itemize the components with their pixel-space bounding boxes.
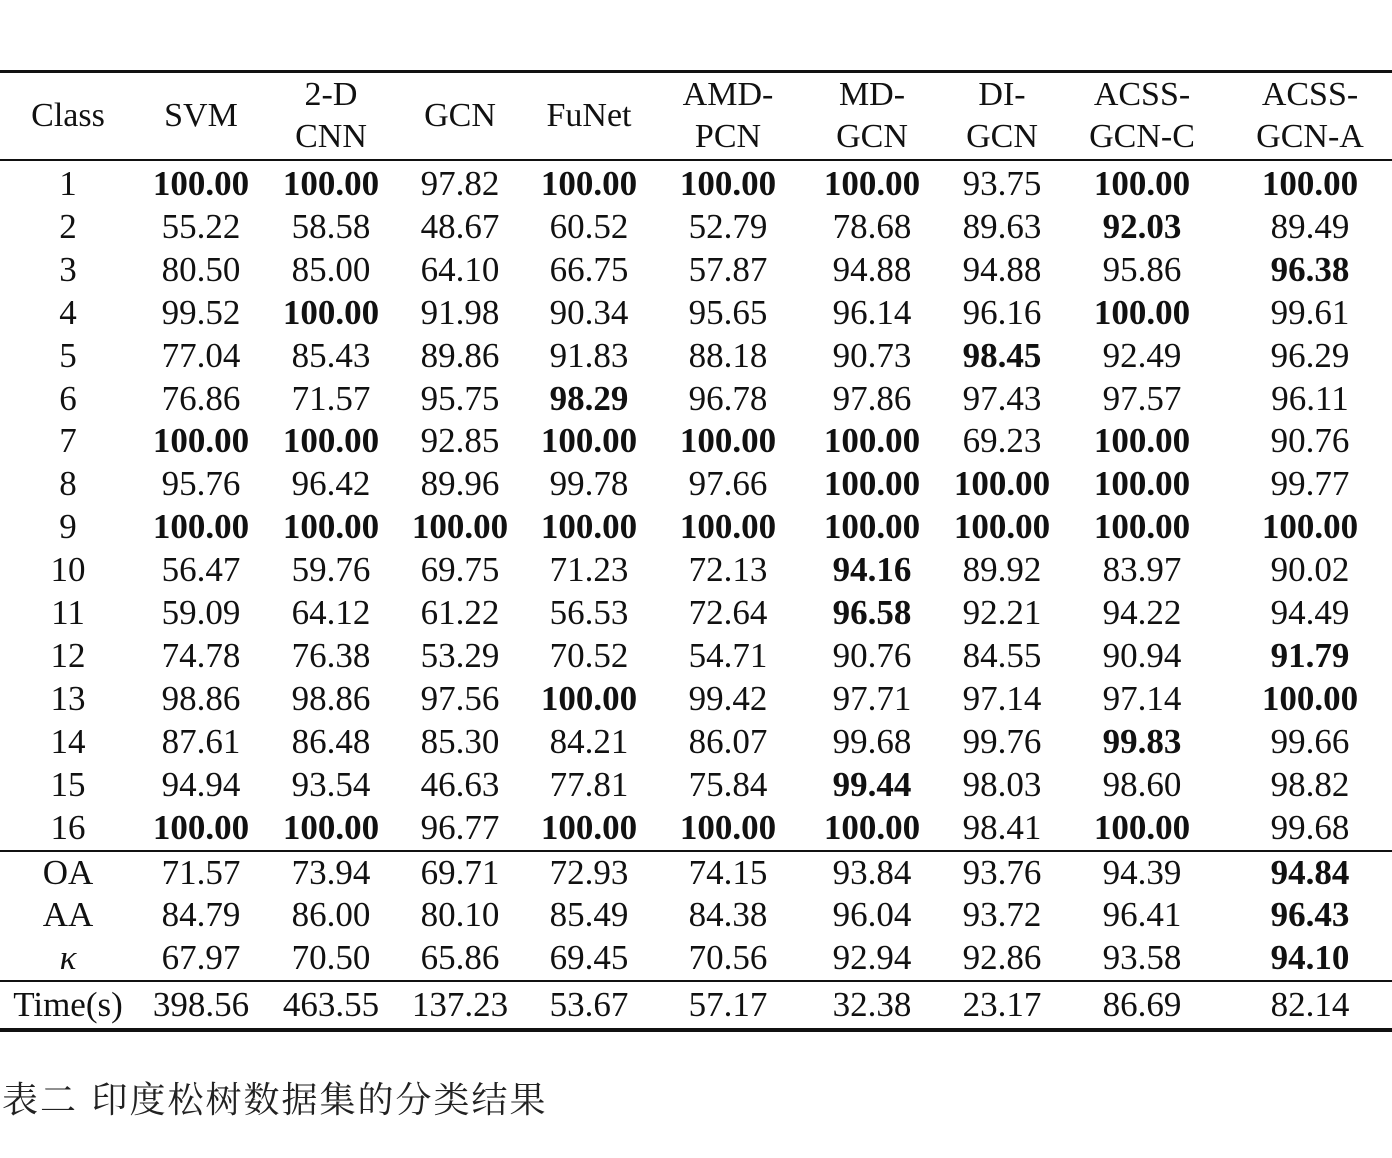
column-header-line1: FuNet — [546, 97, 632, 134]
row-label: Time(s) — [13, 985, 123, 1025]
table-cell: 69.23 — [962, 421, 1042, 461]
class-row — [0, 160, 1392, 206]
table-cell: 61.22 — [420, 593, 500, 633]
table-cell: 100.00 — [1093, 421, 1191, 461]
table-header — [0, 72, 1392, 161]
column-header-line1: ACSS- — [1093, 76, 1191, 113]
table-cell: 85.43 — [291, 335, 371, 375]
table-cell: 100.00 — [1093, 807, 1191, 847]
table-cell: 67.97 — [161, 938, 241, 978]
table-cell: 94.88 — [832, 249, 912, 289]
table-cell: 93.84 — [832, 852, 912, 892]
table-cell: 95.76 — [161, 464, 241, 504]
table-cell: 90.73 — [832, 335, 912, 375]
table-cell: 94.88 — [962, 249, 1042, 289]
row-label: 7 — [59, 421, 77, 461]
table-cell: 72.13 — [688, 550, 768, 590]
table-cell: 96.41 — [1102, 895, 1182, 935]
table-cell: 84.38 — [688, 895, 768, 935]
class-row — [0, 335, 1392, 378]
table-cell: 96.11 — [1271, 378, 1349, 418]
table-cell: 57.87 — [688, 249, 768, 289]
summary-metric-rows — [0, 851, 1392, 982]
table-caption: 表二 印度松树数据集的分类结果 — [2, 1080, 548, 1121]
results-table-container — [0, 70, 1392, 1032]
table-cell: 98.03 — [962, 764, 1042, 804]
table-cell: 92.49 — [1102, 335, 1182, 375]
table-cell: 99.61 — [1270, 292, 1350, 332]
row-label: 13 — [50, 678, 86, 718]
table-cell: 92.03 — [1102, 206, 1182, 246]
table-cell: 89.96 — [420, 464, 500, 504]
row-label: 4 — [59, 292, 77, 332]
class-row — [0, 420, 1392, 463]
table-cell: 100.00 — [282, 507, 380, 547]
table-cell: 66.75 — [549, 249, 629, 289]
table-cell: 71.23 — [549, 550, 629, 590]
table-cell: 88.18 — [688, 335, 768, 375]
table-cell: 398.56 — [152, 985, 250, 1025]
row-label: 9 — [59, 507, 77, 547]
row-label: AA — [42, 895, 94, 935]
class-row — [0, 635, 1392, 678]
column-header-5 — [654, 72, 802, 161]
table-cell: 100.00 — [679, 421, 777, 461]
column-header-8 — [1062, 72, 1222, 161]
table-cell: 96.04 — [832, 895, 912, 935]
table-cell: 98.86 — [161, 678, 241, 718]
table-cell: 84.21 — [549, 721, 629, 761]
table-cell: 99.68 — [1270, 807, 1350, 847]
row-label: 5 — [59, 335, 77, 375]
table-cell: 77.04 — [161, 335, 241, 375]
table-cell: 100.00 — [823, 807, 921, 847]
class-row — [0, 807, 1392, 851]
table-cell: 85.30 — [420, 721, 500, 761]
table-cell: 99.52 — [161, 292, 241, 332]
table-cell: 56.47 — [161, 550, 241, 590]
table-cell: 100.00 — [540, 164, 638, 203]
table-cell: 98.29 — [549, 378, 629, 418]
table-cell: 69.75 — [420, 550, 500, 590]
class-row — [0, 592, 1392, 635]
table-cell: 94.94 — [161, 764, 241, 804]
table-cell: 100.00 — [1093, 292, 1191, 332]
table-cell: 94.22 — [1102, 593, 1182, 633]
table-cell: 100.00 — [1093, 164, 1191, 203]
table-cell: 100.00 — [152, 807, 250, 847]
row-label: 10 — [50, 550, 86, 590]
row-label: 6 — [59, 378, 77, 418]
table-cell: 100.00 — [152, 421, 250, 461]
table-cell: 72.93 — [549, 852, 629, 892]
column-header-9 — [1222, 72, 1392, 161]
table-cell: 78.68 — [832, 206, 912, 246]
table-cell: 74.15 — [688, 852, 768, 892]
table-cell: 70.56 — [688, 938, 768, 978]
table-cell: 137.23 — [411, 985, 509, 1025]
table-cell: 100.00 — [953, 464, 1051, 504]
column-header-line1: ACSS- — [1261, 76, 1359, 113]
row-label: 8 — [59, 464, 77, 504]
table-cell: 91.83 — [549, 335, 629, 375]
table-cell: 96.16 — [962, 292, 1042, 332]
table-cell: 93.54 — [291, 764, 371, 804]
column-header-line1: SVM — [164, 97, 238, 134]
row-label: 1 — [59, 164, 77, 203]
column-header-line2: CNN — [295, 118, 367, 155]
table-cell: 76.38 — [291, 635, 371, 675]
table-cell: 100.00 — [953, 507, 1051, 547]
classification-results-table — [0, 70, 1392, 1032]
table-cell: 98.86 — [291, 678, 371, 718]
table-cell: 100.00 — [679, 164, 777, 203]
table-cell: 94.16 — [832, 550, 912, 590]
table-cell: 95.65 — [688, 292, 768, 332]
table-cell: 96.58 — [832, 593, 912, 633]
table-cell: 97.71 — [832, 678, 912, 718]
table-cell: 100.00 — [823, 507, 921, 547]
table-cell: 23.17 — [962, 985, 1042, 1025]
column-header-3 — [396, 72, 524, 161]
table-cell: 84.55 — [962, 635, 1042, 675]
class-row — [0, 206, 1392, 249]
table-cell: 71.57 — [161, 852, 241, 892]
table-cell: 97.14 — [1102, 678, 1182, 718]
row-label: 2 — [59, 206, 77, 246]
column-header-line2: GCN-C — [1089, 118, 1195, 155]
table-cell: 85.49 — [549, 895, 629, 935]
column-header-6 — [802, 72, 942, 161]
table-cell: 94.39 — [1102, 852, 1182, 892]
time-row — [0, 981, 1392, 1030]
table-cell: 98.45 — [962, 335, 1042, 375]
table-cell: 100.00 — [282, 164, 380, 203]
table-cell: 64.10 — [420, 249, 500, 289]
table-cell: 89.49 — [1270, 206, 1350, 246]
table-cell: 32.38 — [832, 985, 912, 1025]
table-cell: 90.76 — [1270, 421, 1350, 461]
table-cell: 98.41 — [962, 807, 1042, 847]
table-cell: 97.86 — [832, 378, 912, 418]
table-cell: 100.00 — [282, 807, 380, 847]
table-cell: 97.43 — [962, 378, 1042, 418]
table-cell: 64.12 — [291, 593, 371, 633]
table-cell: 53.29 — [420, 635, 500, 675]
table-cell: 86.07 — [688, 721, 768, 761]
table-cell: 86.48 — [291, 721, 371, 761]
column-header-line2: GCN — [836, 118, 908, 155]
row-label: 12 — [50, 635, 86, 675]
row-label: 14 — [50, 721, 86, 761]
table-cell: 80.10 — [420, 895, 500, 935]
table-cell: 100.00 — [823, 464, 921, 504]
column-header-line1: 2-D — [304, 76, 358, 113]
metric-row — [0, 851, 1392, 895]
column-header-line2: PCN — [694, 118, 762, 155]
table-cell: 96.78 — [688, 378, 768, 418]
table-cell: 90.94 — [1102, 635, 1182, 675]
table-cell: 100.00 — [152, 164, 250, 203]
class-row — [0, 292, 1392, 335]
table-cell: 100.00 — [540, 807, 638, 847]
table-cell: 95.75 — [420, 378, 500, 418]
table-cell: 80.50 — [161, 249, 241, 289]
table-cell: 96.14 — [832, 292, 912, 332]
table-cell: 89.63 — [962, 206, 1042, 246]
column-header-7 — [942, 72, 1062, 161]
table-cell: 86.69 — [1102, 985, 1182, 1025]
table-cell: 73.94 — [291, 852, 371, 892]
table-cell: 100.00 — [411, 507, 509, 547]
table-cell: 100.00 — [823, 421, 921, 461]
table-cell: 87.61 — [161, 721, 241, 761]
table-cell: 84.79 — [161, 895, 241, 935]
column-header-line1: GCN — [424, 97, 496, 134]
column-header-line2: GCN — [966, 118, 1038, 155]
table-cell: 90.02 — [1270, 550, 1350, 590]
table-cell: 96.38 — [1270, 249, 1350, 289]
table-cell: 100.00 — [679, 507, 777, 547]
table-cell: 100.00 — [679, 807, 777, 847]
table-cell: 86.00 — [291, 895, 371, 935]
table-cell: 96.77 — [420, 807, 500, 847]
table-cell: 99.78 — [549, 464, 629, 504]
class-row — [0, 506, 1392, 549]
row-label: 3 — [59, 249, 77, 289]
table-cell: 56.53 — [549, 593, 629, 633]
column-header-line1: Class — [31, 97, 105, 134]
table-cell: 97.57 — [1102, 378, 1182, 418]
table-cell: 100.00 — [1093, 507, 1191, 547]
column-header-1 — [136, 72, 266, 161]
table-cell: 77.81 — [549, 764, 629, 804]
table-cell: 100.00 — [540, 678, 638, 718]
table-cell: 94.49 — [1270, 593, 1350, 633]
header-row — [0, 72, 1392, 161]
table-cell: 92.21 — [962, 593, 1042, 633]
table-cell: 75.84 — [688, 764, 768, 804]
table-cell: 100.00 — [1261, 678, 1359, 718]
table-cell: 99.77 — [1270, 464, 1350, 504]
table-cell: 94.84 — [1270, 852, 1350, 892]
table-cell: 98.82 — [1270, 764, 1350, 804]
table-cell: 89.92 — [962, 550, 1042, 590]
table-cell: 92.86 — [962, 938, 1042, 978]
table-cell: 90.76 — [832, 635, 912, 675]
table-cell: 59.09 — [161, 593, 241, 633]
table-cell: 100.00 — [1261, 507, 1359, 547]
metric-row — [0, 894, 1392, 937]
table-cell: 97.66 — [688, 464, 768, 504]
table-cell: 97.82 — [420, 164, 500, 203]
class-row — [0, 378, 1392, 421]
column-header-2 — [266, 72, 396, 161]
table-cell: 83.97 — [1102, 550, 1182, 590]
metric-row — [0, 937, 1392, 981]
table-cell: 99.76 — [962, 721, 1042, 761]
table-cell: 93.76 — [962, 852, 1042, 892]
table-cell: 99.44 — [832, 764, 912, 804]
table-cell: 60.52 — [549, 206, 629, 246]
table-cell: 91.79 — [1270, 635, 1350, 675]
table-cell: 93.72 — [962, 895, 1042, 935]
table-cell: 100.00 — [152, 507, 250, 547]
row-label: OA — [42, 852, 94, 892]
table-cell: 65.86 — [420, 938, 500, 978]
column-header-line1: MD- — [838, 76, 906, 113]
table-cell: 96.42 — [291, 464, 371, 504]
class-row — [0, 764, 1392, 807]
class-row — [0, 549, 1392, 592]
table-cell: 100.00 — [540, 421, 638, 461]
class-row — [0, 678, 1392, 721]
row-label: 11 — [51, 593, 85, 633]
table-cell: 69.71 — [420, 852, 500, 892]
table-cell: 97.14 — [962, 678, 1042, 718]
row-label: 15 — [50, 764, 86, 804]
table-cell: 89.86 — [420, 335, 500, 375]
column-header-line2: GCN-A — [1256, 118, 1364, 155]
row-label: 16 — [50, 807, 86, 847]
table-cell: 99.42 — [688, 678, 768, 718]
row-label: κ — [59, 938, 77, 978]
table-cell: 92.94 — [832, 938, 912, 978]
table-cell: 90.34 — [549, 292, 629, 332]
table-cell: 69.45 — [549, 938, 629, 978]
column-header-line1: DI- — [978, 76, 1026, 113]
table-cell: 48.67 — [420, 206, 500, 246]
table-cell: 72.64 — [688, 593, 768, 633]
table-cell: 70.50 — [291, 938, 371, 978]
table-cell: 100.00 — [1093, 464, 1191, 504]
table-cell: 100.00 — [823, 164, 921, 203]
table-cell: 95.86 — [1102, 249, 1182, 289]
table-cell: 91.98 — [420, 292, 500, 332]
table-cell: 74.78 — [161, 635, 241, 675]
column-header-line1: AMD- — [682, 76, 774, 113]
table-cell: 85.00 — [291, 249, 371, 289]
table-cell: 100.00 — [1261, 164, 1359, 203]
table-cell: 52.79 — [688, 206, 768, 246]
table-cell: 70.52 — [549, 635, 629, 675]
table-cell: 93.58 — [1102, 938, 1182, 978]
table-cell: 99.83 — [1102, 721, 1182, 761]
table-cell: 54.71 — [688, 635, 768, 675]
class-accuracy-rows — [0, 160, 1392, 851]
column-header-4 — [524, 72, 654, 161]
class-row — [0, 721, 1392, 764]
table-cell: 98.60 — [1102, 764, 1182, 804]
table-cell: 71.57 — [291, 378, 371, 418]
table-cell: 94.10 — [1270, 938, 1350, 978]
table-cell: 92.85 — [420, 421, 500, 461]
table-cell: 59.76 — [291, 550, 371, 590]
table-cell: 99.66 — [1270, 721, 1350, 761]
table-cell: 53.67 — [549, 985, 629, 1025]
table-cell: 99.68 — [832, 721, 912, 761]
table-cell: 96.29 — [1270, 335, 1350, 375]
class-row — [0, 463, 1392, 506]
table-cell: 82.14 — [1270, 985, 1350, 1025]
table-cell: 58.58 — [291, 206, 371, 246]
table-cell: 46.63 — [420, 764, 500, 804]
table-cell: 97.56 — [420, 678, 500, 718]
class-row — [0, 249, 1392, 292]
table-cell: 93.75 — [962, 164, 1042, 203]
table-cell: 100.00 — [282, 292, 380, 332]
table-cell: 57.17 — [688, 985, 768, 1025]
table-cell: 100.00 — [540, 507, 638, 547]
table-cell: 55.22 — [161, 206, 241, 246]
table-cell: 463.55 — [282, 985, 380, 1025]
timing-rows — [0, 981, 1392, 1030]
table-cell: 100.00 — [282, 421, 380, 461]
table-cell: 76.86 — [161, 378, 241, 418]
table-cell: 96.43 — [1270, 895, 1350, 935]
column-header-0 — [0, 72, 136, 161]
